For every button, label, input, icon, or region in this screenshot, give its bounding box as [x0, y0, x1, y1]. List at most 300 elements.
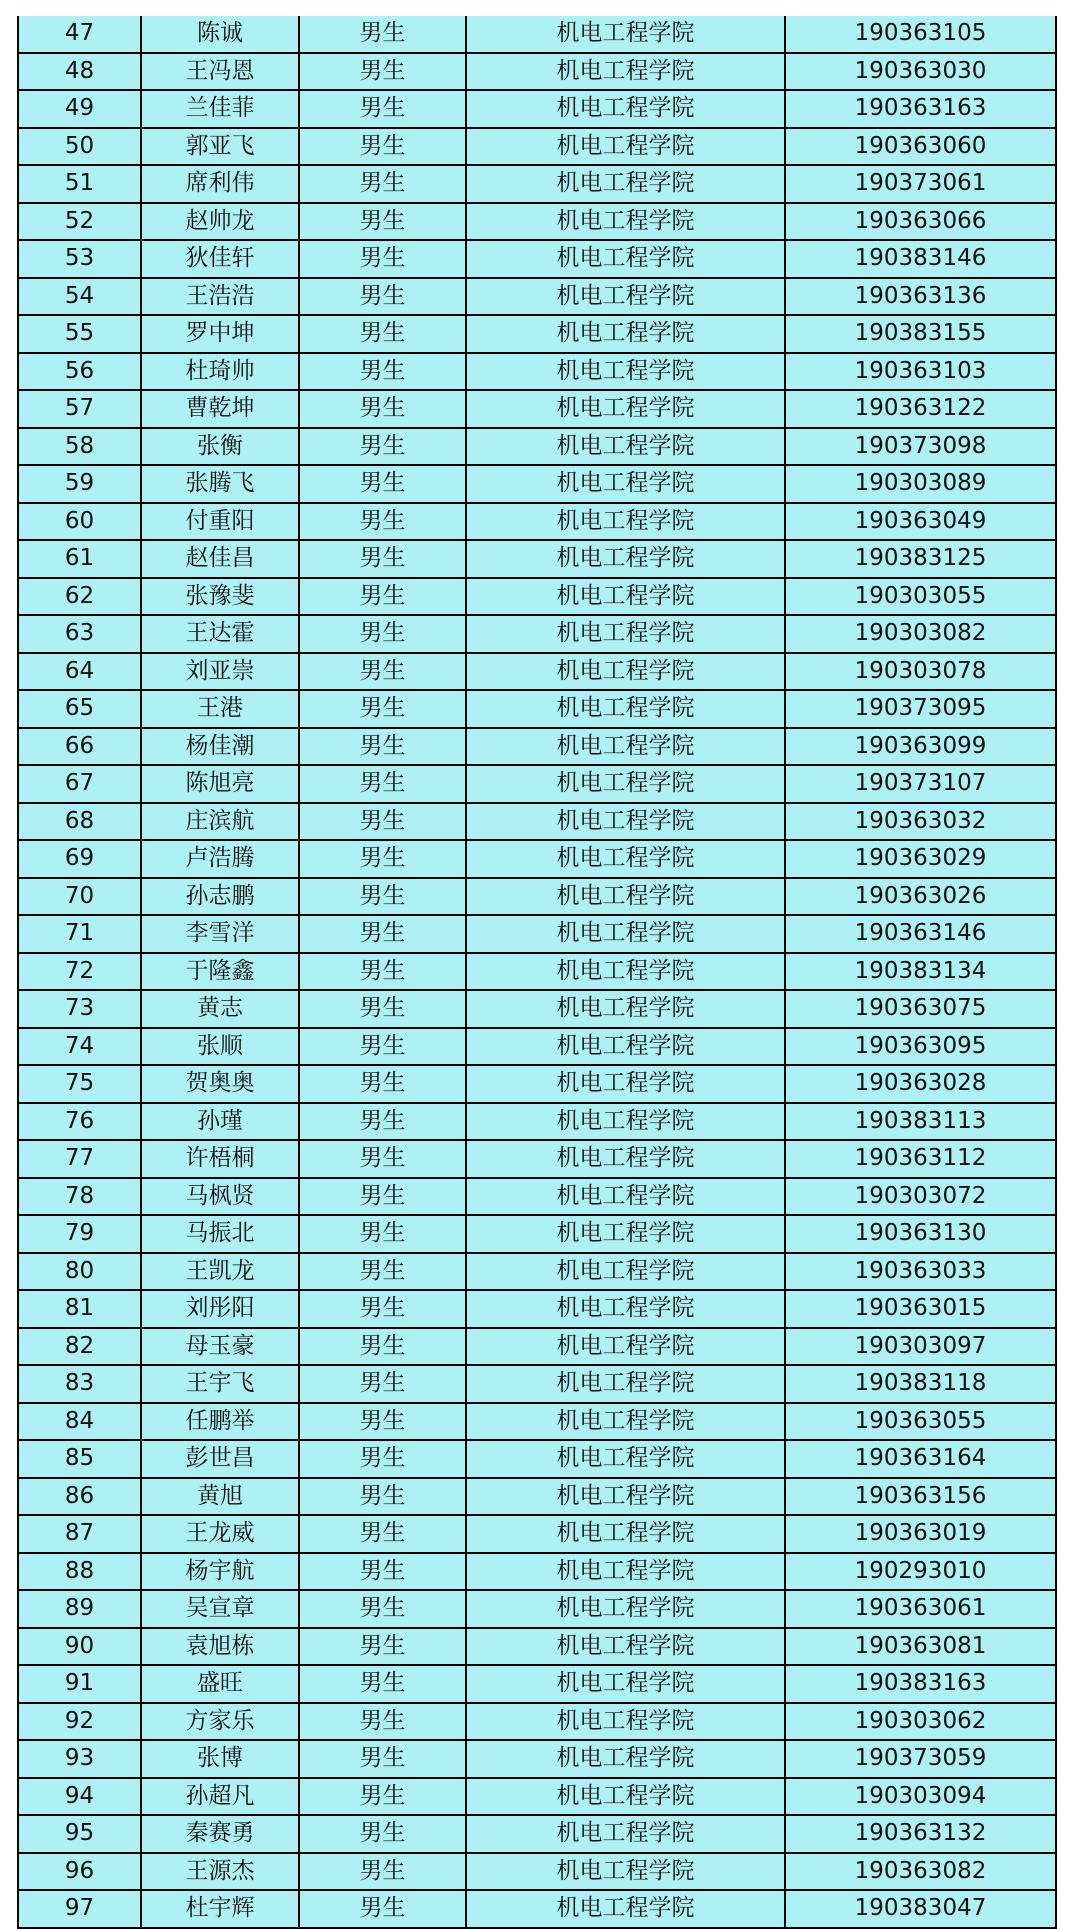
student-id-cell: 190383113 [785, 1103, 1056, 1141]
gender-cell: 男生 [299, 1215, 466, 1253]
table-row [18, 1290, 1056, 1328]
student-name-cell: 吴宣章 [141, 1590, 299, 1628]
student-name-cell: 王源杰 [141, 1853, 299, 1891]
gender-cell: 男生 [299, 1703, 466, 1741]
row-number-cell: 87 [18, 1515, 141, 1553]
gender-cell: 男生 [299, 1440, 466, 1478]
student-name-cell: 孙超凡 [141, 1778, 299, 1816]
student-id-cell: 190363033 [785, 1253, 1056, 1291]
college-cell: 机电工程学院 [466, 53, 785, 91]
table-row [18, 1590, 1056, 1628]
student-name-cell: 陈诚 [141, 16, 299, 53]
college-cell: 机电工程学院 [466, 465, 785, 503]
student-id-cell: 190293010 [785, 1553, 1056, 1591]
college-cell: 机电工程学院 [466, 1628, 785, 1666]
college-cell: 机电工程学院 [466, 803, 785, 841]
student-id-cell: 190363156 [785, 1478, 1056, 1516]
college-cell: 机电工程学院 [466, 1253, 785, 1291]
table-row [18, 1740, 1056, 1778]
college-cell: 机电工程学院 [466, 1703, 785, 1741]
student-id-cell: 190383118 [785, 1365, 1056, 1403]
student-name-cell: 张博 [141, 1740, 299, 1778]
table-row [18, 653, 1056, 691]
row-number-cell: 78 [18, 1178, 141, 1216]
row-number-cell: 90 [18, 1628, 141, 1666]
student-id-cell: 190363029 [785, 840, 1056, 878]
gender-cell: 男生 [299, 1290, 466, 1328]
table-row [18, 353, 1056, 391]
student-name-cell: 彭世昌 [141, 1440, 299, 1478]
table-row [18, 1103, 1056, 1141]
gender-cell: 男生 [299, 465, 466, 503]
student-id-cell: 190363066 [785, 203, 1056, 241]
gender-cell: 男生 [299, 203, 466, 241]
student-name-cell: 杜宇辉 [141, 1890, 299, 1928]
student-name-cell: 张衡 [141, 428, 299, 466]
student-id-cell: 190363028 [785, 1065, 1056, 1103]
row-number-cell: 53 [18, 240, 141, 278]
table-row [18, 1703, 1056, 1741]
gender-cell: 男生 [299, 315, 466, 353]
row-number-cell: 75 [18, 1065, 141, 1103]
gender-cell: 男生 [299, 240, 466, 278]
table-row [18, 1178, 1056, 1216]
student-name-cell: 许梧桐 [141, 1140, 299, 1178]
college-cell: 机电工程学院 [466, 428, 785, 466]
table-row [18, 728, 1056, 766]
gender-cell: 男生 [299, 353, 466, 391]
gender-cell: 男生 [299, 1778, 466, 1816]
student-name-cell: 于隆鑫 [141, 953, 299, 991]
row-number-cell: 82 [18, 1328, 141, 1366]
table-row [18, 53, 1056, 91]
student-name-cell: 王港 [141, 690, 299, 728]
student-id-cell: 190383134 [785, 953, 1056, 991]
gender-cell: 男生 [299, 1253, 466, 1291]
table-row [18, 1890, 1056, 1928]
row-number-cell: 74 [18, 1028, 141, 1066]
table-row [18, 1253, 1056, 1291]
student-id-cell: 190363026 [785, 878, 1056, 916]
gender-cell: 男生 [299, 1140, 466, 1178]
student-name-cell: 郭亚飞 [141, 128, 299, 166]
student-name-cell: 任鹏举 [141, 1403, 299, 1441]
college-cell: 机电工程学院 [466, 1778, 785, 1816]
row-number-cell: 58 [18, 428, 141, 466]
student-id-cell: 190373098 [785, 428, 1056, 466]
gender-cell: 男生 [299, 1515, 466, 1553]
table-row [18, 578, 1056, 616]
gender-cell: 男生 [299, 840, 466, 878]
college-cell: 机电工程学院 [466, 690, 785, 728]
gender-cell: 男生 [299, 1403, 466, 1441]
row-number-cell: 97 [18, 1890, 141, 1928]
college-cell: 机电工程学院 [466, 1178, 785, 1216]
college-cell: 机电工程学院 [466, 878, 785, 916]
row-number-cell: 92 [18, 1703, 141, 1741]
gender-cell: 男生 [299, 1890, 466, 1928]
table-row [18, 878, 1056, 916]
college-cell: 机电工程学院 [466, 203, 785, 241]
gender-cell: 男生 [299, 128, 466, 166]
row-number-cell: 93 [18, 1740, 141, 1778]
table-row [18, 1778, 1056, 1816]
table-row [18, 90, 1056, 128]
college-cell: 机电工程学院 [466, 915, 785, 953]
gender-cell: 男生 [299, 428, 466, 466]
student-id-cell: 190383125 [785, 540, 1056, 578]
row-number-cell: 81 [18, 1290, 141, 1328]
college-cell: 机电工程学院 [466, 1740, 785, 1778]
row-number-cell: 83 [18, 1365, 141, 1403]
college-cell: 机电工程学院 [466, 503, 785, 541]
table-row [18, 915, 1056, 953]
gender-cell: 男生 [299, 390, 466, 428]
student-id-cell: 190363015 [785, 1290, 1056, 1328]
table-row [18, 1478, 1056, 1516]
student-id-cell: 190303094 [785, 1778, 1056, 1816]
row-number-cell: 55 [18, 315, 141, 353]
row-number-cell: 89 [18, 1590, 141, 1628]
table-row [18, 240, 1056, 278]
college-cell: 机电工程学院 [466, 16, 785, 53]
table-row [18, 390, 1056, 428]
row-number-cell: 72 [18, 953, 141, 991]
table-row [18, 990, 1056, 1028]
college-cell: 机电工程学院 [466, 1028, 785, 1066]
student-id-cell: 190373107 [785, 765, 1056, 803]
table-row [18, 1140, 1056, 1178]
college-cell: 机电工程学院 [466, 990, 785, 1028]
row-number-cell: 61 [18, 540, 141, 578]
row-number-cell: 62 [18, 578, 141, 616]
student-name-cell: 王浩浩 [141, 278, 299, 316]
row-number-cell: 68 [18, 803, 141, 841]
student-id-cell: 190363055 [785, 1403, 1056, 1441]
student-name-cell: 王冯恩 [141, 53, 299, 91]
table-row [18, 765, 1056, 803]
college-cell: 机电工程学院 [466, 1815, 785, 1853]
student-id-cell: 190363146 [785, 915, 1056, 953]
table-row [18, 1515, 1056, 1553]
student-id-cell: 190363103 [785, 353, 1056, 391]
student-id-cell: 190303078 [785, 653, 1056, 691]
student-id-cell: 190363082 [785, 1853, 1056, 1891]
row-number-cell: 79 [18, 1215, 141, 1253]
student-name-cell: 张腾飞 [141, 465, 299, 503]
table-row [18, 1065, 1056, 1103]
row-number-cell: 80 [18, 1253, 141, 1291]
row-number-cell: 65 [18, 690, 141, 728]
college-cell: 机电工程学院 [466, 840, 785, 878]
student-id-cell: 190363030 [785, 53, 1056, 91]
table-row [18, 1553, 1056, 1591]
table-row [18, 165, 1056, 203]
student-name-cell: 孙瑾 [141, 1103, 299, 1141]
student-id-cell: 190383047 [785, 1890, 1056, 1928]
student-name-cell: 付重阳 [141, 503, 299, 541]
college-cell: 机电工程学院 [466, 353, 785, 391]
student-id-cell: 190363112 [785, 1140, 1056, 1178]
student-id-cell: 190303082 [785, 615, 1056, 653]
student-name-cell: 王凯龙 [141, 1253, 299, 1291]
student-id-cell: 190383163 [785, 1665, 1056, 1703]
student-id-cell: 190363095 [785, 1028, 1056, 1066]
gender-cell: 男生 [299, 90, 466, 128]
college-cell: 机电工程学院 [466, 1440, 785, 1478]
row-number-cell: 50 [18, 128, 141, 166]
table-row [18, 278, 1056, 316]
row-number-cell: 57 [18, 390, 141, 428]
table-row [18, 953, 1056, 991]
student-name-cell: 刘亚崇 [141, 653, 299, 691]
student-name-cell: 杨佳潮 [141, 728, 299, 766]
row-number-cell: 84 [18, 1403, 141, 1441]
student-id-cell: 190363130 [785, 1215, 1056, 1253]
row-number-cell: 52 [18, 203, 141, 241]
student-id-cell: 190303089 [785, 465, 1056, 503]
student-name-cell: 李雪洋 [141, 915, 299, 953]
row-number-cell: 76 [18, 1103, 141, 1141]
row-number-cell: 85 [18, 1440, 141, 1478]
college-cell: 机电工程学院 [466, 540, 785, 578]
table-row [18, 315, 1056, 353]
college-cell: 机电工程学院 [466, 578, 785, 616]
row-number-cell: 60 [18, 503, 141, 541]
row-number-cell: 69 [18, 840, 141, 878]
table-row [18, 1215, 1056, 1253]
student-name-cell: 杜琦帅 [141, 353, 299, 391]
gender-cell: 男生 [299, 1740, 466, 1778]
college-cell: 机电工程学院 [466, 1103, 785, 1141]
college-cell: 机电工程学院 [466, 1403, 785, 1441]
row-number-cell: 48 [18, 53, 141, 91]
row-number-cell: 71 [18, 915, 141, 953]
row-number-cell: 59 [18, 465, 141, 503]
student-name-cell: 庄滨航 [141, 803, 299, 841]
row-number-cell: 86 [18, 1478, 141, 1516]
student-name-cell: 盛旺 [141, 1665, 299, 1703]
row-number-cell: 96 [18, 1853, 141, 1891]
student-name-cell: 赵帅龙 [141, 203, 299, 241]
student-name-cell: 王宇飞 [141, 1365, 299, 1403]
table-row [18, 428, 1056, 466]
gender-cell: 男生 [299, 615, 466, 653]
student-name-cell: 罗中坤 [141, 315, 299, 353]
row-number-cell: 91 [18, 1665, 141, 1703]
student-id-cell: 190363122 [785, 390, 1056, 428]
college-cell: 机电工程学院 [466, 1365, 785, 1403]
gender-cell: 男生 [299, 803, 466, 841]
gender-cell: 男生 [299, 878, 466, 916]
table-row [18, 1440, 1056, 1478]
college-cell: 机电工程学院 [466, 278, 785, 316]
row-number-cell: 70 [18, 878, 141, 916]
gender-cell: 男生 [299, 1028, 466, 1066]
table-row [18, 16, 1056, 53]
gender-cell: 男生 [299, 765, 466, 803]
student-name-cell: 王龙威 [141, 1515, 299, 1553]
student-id-cell: 190363060 [785, 128, 1056, 166]
college-cell: 机电工程学院 [466, 90, 785, 128]
student-name-cell: 马振北 [141, 1215, 299, 1253]
gender-cell: 男生 [299, 53, 466, 91]
student-name-cell: 卢浩腾 [141, 840, 299, 878]
table-row [18, 465, 1056, 503]
row-number-cell: 54 [18, 278, 141, 316]
table-row [18, 1028, 1056, 1066]
row-number-cell: 66 [18, 728, 141, 766]
student-name-cell: 狄佳轩 [141, 240, 299, 278]
row-number-cell: 64 [18, 653, 141, 691]
student-id-cell: 190383155 [785, 315, 1056, 353]
college-cell: 机电工程学院 [466, 765, 785, 803]
student-name-cell: 秦赛勇 [141, 1815, 299, 1853]
student-name-cell: 贺奥奥 [141, 1065, 299, 1103]
student-id-cell: 190363019 [785, 1515, 1056, 1553]
gender-cell: 男生 [299, 165, 466, 203]
student-id-cell: 190303072 [785, 1178, 1056, 1216]
row-number-cell: 67 [18, 765, 141, 803]
student-name-cell: 黄志 [141, 990, 299, 1028]
gender-cell: 男生 [299, 728, 466, 766]
gender-cell: 男生 [299, 1590, 466, 1628]
college-cell: 机电工程学院 [466, 240, 785, 278]
gender-cell: 男生 [299, 1178, 466, 1216]
row-number-cell: 47 [18, 16, 141, 53]
table-row [18, 840, 1056, 878]
college-cell: 机电工程学院 [466, 1065, 785, 1103]
student-id-cell: 190363164 [785, 1440, 1056, 1478]
student-name-cell: 张顺 [141, 1028, 299, 1066]
student-id-cell: 190363136 [785, 278, 1056, 316]
college-cell: 机电工程学院 [466, 1553, 785, 1591]
table-row [18, 1853, 1056, 1891]
student-name-cell: 张豫斐 [141, 578, 299, 616]
student-id-cell: 190303055 [785, 578, 1056, 616]
gender-cell: 男生 [299, 653, 466, 691]
row-number-cell: 73 [18, 990, 141, 1028]
student-id-cell: 190363061 [785, 1590, 1056, 1628]
student-id-cell: 190303097 [785, 1328, 1056, 1366]
student-id-cell: 190373095 [785, 690, 1056, 728]
student-id-cell: 190363105 [785, 16, 1056, 53]
table-row [18, 540, 1056, 578]
row-number-cell: 77 [18, 1140, 141, 1178]
row-number-cell: 49 [18, 90, 141, 128]
table-row [18, 803, 1056, 841]
row-number-cell: 95 [18, 1815, 141, 1853]
gender-cell: 男生 [299, 1478, 466, 1516]
college-cell: 机电工程学院 [466, 1890, 785, 1928]
student-id-cell: 190363099 [785, 728, 1056, 766]
college-cell: 机电工程学院 [466, 1665, 785, 1703]
gender-cell: 男生 [299, 540, 466, 578]
gender-cell: 男生 [299, 16, 466, 53]
gender-cell: 男生 [299, 1853, 466, 1891]
gender-cell: 男生 [299, 1328, 466, 1366]
student-name-cell: 袁旭栋 [141, 1628, 299, 1666]
college-cell: 机电工程学院 [466, 390, 785, 428]
college-cell: 机电工程学院 [466, 615, 785, 653]
row-number-cell: 88 [18, 1553, 141, 1591]
student-id-cell: 190373059 [785, 1740, 1056, 1778]
gender-cell: 男生 [299, 690, 466, 728]
row-number-cell: 56 [18, 353, 141, 391]
student-id-cell: 190383146 [785, 240, 1056, 278]
student-name-cell: 黄旭 [141, 1478, 299, 1516]
table-row [18, 1665, 1056, 1703]
student-name-cell: 陈旭亮 [141, 765, 299, 803]
student-id-cell: 190363075 [785, 990, 1056, 1028]
gender-cell: 男生 [299, 1365, 466, 1403]
student-name-cell: 方家乐 [141, 1703, 299, 1741]
student-name-cell: 孙志鹏 [141, 878, 299, 916]
student-name-cell: 马枫贤 [141, 1178, 299, 1216]
gender-cell: 男生 [299, 1065, 466, 1103]
table-row [18, 128, 1056, 166]
gender-cell: 男生 [299, 278, 466, 316]
gender-cell: 男生 [299, 503, 466, 541]
student-id-cell: 190373061 [785, 165, 1056, 203]
college-cell: 机电工程学院 [466, 1853, 785, 1891]
student-name-cell: 母玉豪 [141, 1328, 299, 1366]
student-id-cell: 190363049 [785, 503, 1056, 541]
college-cell: 机电工程学院 [466, 1478, 785, 1516]
student-id-cell: 190363163 [785, 90, 1056, 128]
gender-cell: 男生 [299, 953, 466, 991]
table-row [18, 1403, 1056, 1441]
student-name-cell: 赵佳昌 [141, 540, 299, 578]
gender-cell: 男生 [299, 1815, 466, 1853]
student-id-cell: 190303062 [785, 1703, 1056, 1741]
row-number-cell: 94 [18, 1778, 141, 1816]
college-cell: 机电工程学院 [466, 728, 785, 766]
table-row [18, 1328, 1056, 1366]
college-cell: 机电工程学院 [466, 128, 785, 166]
gender-cell: 男生 [299, 1103, 466, 1141]
college-cell: 机电工程学院 [466, 1140, 785, 1178]
table-body [18, 16, 1056, 1928]
college-cell: 机电工程学院 [466, 315, 785, 353]
student-id-cell: 190363032 [785, 803, 1056, 841]
student-name-cell: 曹乾坤 [141, 390, 299, 428]
college-cell: 机电工程学院 [466, 165, 785, 203]
table-row [18, 615, 1056, 653]
student-list-table [17, 16, 1057, 1929]
gender-cell: 男生 [299, 915, 466, 953]
gender-cell: 男生 [299, 578, 466, 616]
college-cell: 机电工程学院 [466, 1290, 785, 1328]
student-name-cell: 刘彤阳 [141, 1290, 299, 1328]
table-row [18, 1815, 1056, 1853]
table-row [18, 1628, 1056, 1666]
table-row [18, 1365, 1056, 1403]
college-cell: 机电工程学院 [466, 653, 785, 691]
gender-cell: 男生 [299, 1553, 466, 1591]
student-name-cell: 杨宇航 [141, 1553, 299, 1591]
college-cell: 机电工程学院 [466, 1328, 785, 1366]
student-name-cell: 兰佳菲 [141, 90, 299, 128]
student-id-cell: 190363081 [785, 1628, 1056, 1666]
table-row [18, 203, 1056, 241]
student-name-cell: 王达霍 [141, 615, 299, 653]
row-number-cell: 63 [18, 615, 141, 653]
gender-cell: 男生 [299, 1665, 466, 1703]
college-cell: 机电工程学院 [466, 953, 785, 991]
college-cell: 机电工程学院 [466, 1590, 785, 1628]
student-id-cell: 190363132 [785, 1815, 1056, 1853]
